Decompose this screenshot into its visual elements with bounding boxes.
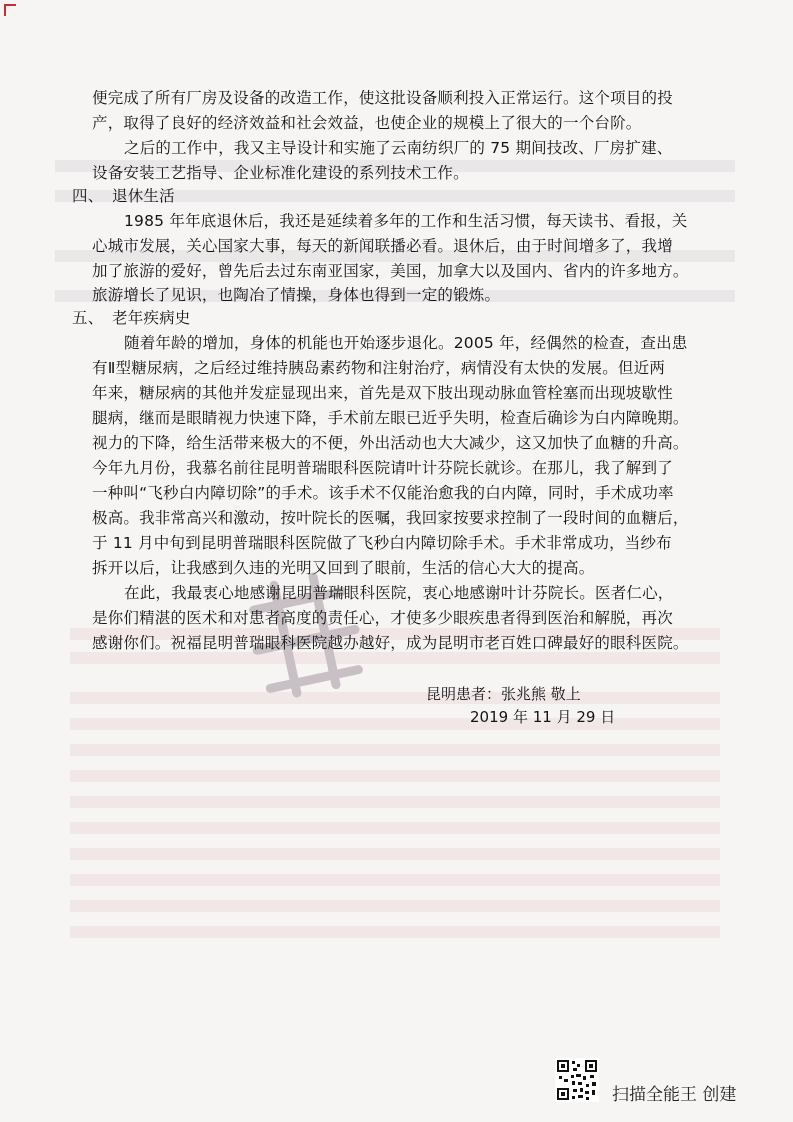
section-heading-illness: [72, 308, 712, 328]
bleed-through-line: [70, 770, 720, 782]
paragraph-4-line-7: 一种叫“飞秒白内障切除”的手术。该手术不仅能治愈我的白内障，同时，手术成功率: [92, 484, 674, 502]
signature-date: 2019 年 11 月 29 日: [470, 708, 616, 726]
scan-corner-mark: [4, 4, 16, 16]
bleed-through-line: [70, 900, 720, 912]
bleed-through-line: [70, 692, 720, 704]
paragraph-1-line-1: 便完成了所有厂房及设备的改造工作，使这批设备顺利投入正常运行。这个项目的投: [92, 89, 673, 107]
section-number: 五、: [72, 309, 104, 327]
paragraph-4-line-2: 有Ⅱ型糖尿病，之后经过维持胰岛素药物和注射治疗，病情没有太快的发展。但近两: [92, 359, 666, 377]
paragraph-3-line-3: 加了旅游的爱好，曾先后去过东南亚国家，美国，加拿大以及国内、省内的许多地方。: [92, 262, 689, 280]
paragraph-2-line-2: 设备安装工艺指导、企业标准化建设的系列技术工作。: [92, 164, 469, 182]
bleed-through-line: [70, 744, 720, 756]
paragraph-4-line-9: 于 11 月中旬到昆明普瑞眼科医院做了飞秒白内障切除手术。手术非常成功，当纱布: [92, 534, 672, 552]
bleed-through-line: [70, 874, 720, 886]
paragraph-4-line-10: 拆开以后，让我感到久违的光明又回到了眼前，生活的信心大大的提高。: [92, 559, 595, 577]
bleed-through-line: [70, 822, 720, 834]
paragraph-3-line-4: 旅游增长了见识，也陶冶了情操，身体也得到一定的锻炼。: [92, 286, 501, 304]
paragraph-4-line-8: 极高。我非常高兴和激动，按叶院长的医嘱，我回家按要求控制了一段时间的血糖后，: [92, 509, 689, 527]
paragraph-4-line-5: 视力的下降，给生活带来极大的不便，外出活动也大大减少，这又加快了血糖的升高。: [92, 434, 689, 452]
paragraph-3-line-2: 心城市发展，关心国家大事，每天的新闻联播必看。退休后，由于时间增多了，我增: [92, 237, 673, 255]
section-title: 退休生活: [112, 187, 175, 205]
paragraph-4-line-3: 年来，糖尿病的其他并发症显现出来，首先是双下肢出现动脉血管栓塞而出现坡歇性: [92, 384, 673, 402]
section-heading-retirement: [72, 186, 712, 206]
paragraph-5-line-2: 是你们精湛的医术和对患者高度的责任心，才使多少眼疾患者得到医治和解脱，再次: [92, 609, 673, 627]
bleed-through-line: [70, 848, 720, 860]
paragraph-4-line-4: 腿病，继而是眼睛视力快速下降，手术前左眼已近乎失明，检查后确诊为白内障晚期。: [92, 409, 689, 427]
section-number: 四、: [72, 187, 104, 205]
signature-line: 昆明患者：张兆熊 敬上: [426, 685, 581, 703]
paragraph-5-line-1: 在此，我最衷心地感谢昆明普瑞眼科医院，衷心地感谢叶计芬院长。医者仁心，: [124, 584, 674, 602]
paragraph-3-line-1: 1985 年年底退休后，我还是延续着多年的工作和生活习惯，每天读书、看报，关: [124, 212, 688, 230]
bleed-through-line: [70, 796, 720, 808]
paragraph-1-line-2: 产，取得了良好的经济效益和社会效益，也使企业的规模上了很大的一个台阶。: [92, 114, 642, 132]
qr-code-icon: [555, 1058, 599, 1102]
bleed-through-line: [70, 718, 720, 730]
scanner-watermark-label: 扫描全能王 创建: [612, 1085, 737, 1105]
paragraph-2-line-1: 之后的工作中，我又主导设计和实施了云南纺织厂的 75 期间技改、厂房扩建、: [124, 139, 673, 157]
paragraph-4-line-6: 今年九月份，我慕名前往昆明普瑞眼科医院请叶计芬院长就诊。在那儿，我了解到了: [92, 459, 673, 477]
paragraph-4-line-1: 随着年龄的增加，身体的机能也开始逐步退化。2005 年，经偶然的检查，查出患: [124, 334, 688, 352]
paragraph-5-line-3: 感谢你们。祝福昆明普瑞眼科医院越办越好，成为昆明市老百姓口碑最好的眼科医院。: [92, 634, 689, 652]
bleed-through-line: [70, 926, 720, 938]
bleed-through-line: [70, 652, 720, 664]
section-title: 老年疾病史: [112, 309, 191, 327]
